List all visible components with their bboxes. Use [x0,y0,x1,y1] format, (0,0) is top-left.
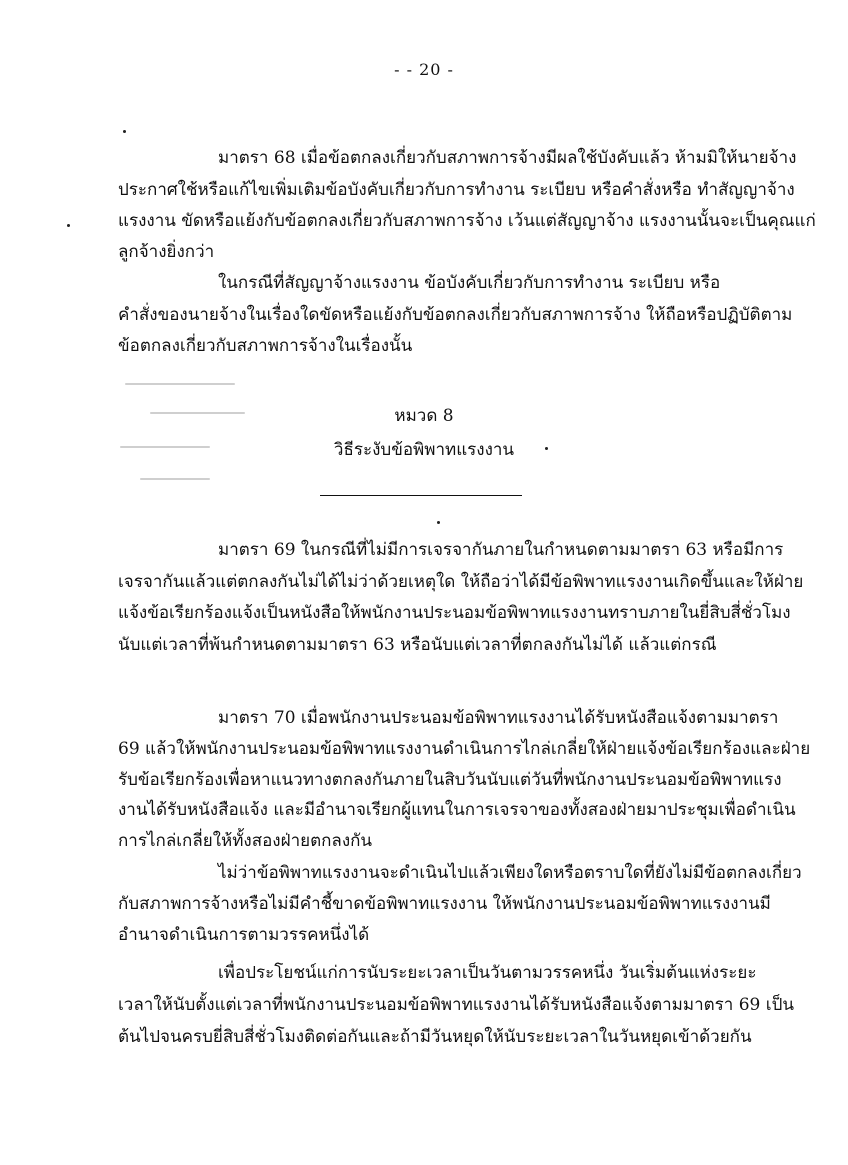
scan-smudge [140,478,210,480]
section-69-line-2: เจรจากันแล้วแต่ตกลงกันไม่ได้ไม่ว่าด้วยเหตุใด ให้ถือว่าได้มีข้อพิพาทแรงงานเกิดขึ้นและให้ฝ่าย [118,572,804,592]
scan-speck [67,224,70,227]
section-69-line-3: แจ้งข้อเรียกร้องแจ้งเป็นหนังสือให้พนักงานประนอมข้อพิพาทแรงงานทราบภายในยี่สิบสี่ชั่วโมง [118,603,791,623]
scan-speck [437,521,440,524]
section-68-line-1: มาตรา 68 เมื่อข้อตกลงเกี่ยวกับสภาพการจ้างมีผลใช้บังคับแล้ว ห้ามมิให้นายจ้าง [218,148,797,168]
scan-smudge [150,412,245,414]
chapter-divider [320,495,522,496]
chapter-title: วิธีระงับข้อพิพาทแรงงาน [333,440,515,460]
section-68-line-3: แรงงาน ขัดหรือแย้งกับข้อตกลงเกี่ยวกับสภาพการจ้าง เว้นแต่สัญญาจ้าง แรงงานนั้นจะเป็นคุณแก่ [118,211,816,231]
section-70-line-5: การไกล่เกลี่ยให้ทั้งสองฝ่ายตกลงกัน [118,831,373,851]
section-70-para3-line-1: เพื่อประโยชน์แก่การนับระยะเวลาเป็นวันตามวรรคหนึ่ง วันเริ่มต้นแห่งระยะ [218,963,757,983]
section-70-para3-line-2: เวลาให้นับตั้งแต่เวลาที่พนักงานประนอมข้อพิพาทแรงงานได้รับหนังสือแจ้งตามมาตรา 69 เป็น [118,995,794,1015]
section-68-line-4: ลูกจ้างยิ่งกว่า [118,242,215,262]
section-70-para2-line-3: อำนาจดำเนินการตามวรรคหนึ่งได้ [118,925,370,945]
section-69-line-1: มาตรา 69 ในกรณีที่ไม่มีการเจรจากันภายในกำหนดตามมาตรา 63 หรือมีการ [218,540,784,560]
chapter-number: หมวด 8 [394,406,454,426]
section-68-para2-line-2: คำสั่งของนายจ้างในเรื่องใดขัดหรือแย้งกับข้อตกลงเกี่ยวกับสภาพการจ้าง ให้ถือหรือปฏิบัติตาม [118,305,793,325]
section-70-para2-line-2: กับสภาพการจ้างหรือไม่มีคำชี้ขาดข้อพิพาทแรงงาน ให้พนักงานประนอมข้อพิพาทแรงงานมี [118,894,771,914]
scan-speck [123,130,126,133]
scan-smudge [120,446,210,448]
section-68-line-2: ประกาศใช้หรือแก้ไขเพิ่มเติมข้อบังคับเกี่ยวกับการทำงาน ระเบียบ หรือคำสั่งหรือ ทำสัญญาจ้าง [118,180,795,200]
section-70-line-2: 69 แล้วให้พนักงานประนอมข้อพิพาทแรงงานดำเนินการไกล่เกลี่ยให้ฝ่ายแจ้งข้อเรียกร้องและฝ่าย [118,739,811,759]
section-69-line-4: นับแต่เวลาที่พ้นกำหนดตามมาตรา 63 หรือนับแต่เวลาที่ตกลงกันไม่ได้ แล้วแต่กรณี [118,635,717,655]
section-70-line-3: รับข้อเรียกร้องเพื่อหาแนวทางตกลงกันภายในสิบวันนับแต่วันที่พนักงานประนอมข้อพิพาทแรง [118,770,782,790]
section-70-para2-line-1: ไม่ว่าข้อพิพาทแรงงานจะดำเนินไปแล้วเพียงใดหรือตราบใดที่ยังไม่มีข้อตกลงเกี่ยว [218,863,802,883]
scan-speck [545,447,548,450]
scan-smudge [125,383,235,385]
section-68-para2-line-1: ในกรณีที่สัญญาจ้างแรงงาน ข้อบังคับเกี่ยวกับการทำงาน ระเบียบ หรือ [218,273,721,293]
section-70-para3-line-3: ต้นไปจนครบยี่สิบสี่ชั่วโมงติดต่อกันและถ้ามีวันหยุดให้นับระยะเวลาในวันหยุดเข้าด้วยกัน [118,1027,752,1047]
page-number: - - 20 - [394,60,454,79]
section-68-para2-line-3: ข้อตกลงเกี่ยวกับสภาพการจ้างในเรื่องนั้น [118,336,413,356]
section-70-line-4: งานได้รับหนังสือแจ้ง และมีอำนาจเรียกผู้แทนในการเจรจาของทั้งสองฝ่ายมาประชุมเพื่อดำเนิน [118,800,796,820]
section-70-line-1: มาตรา 70 เมื่อพนักงานประนอมข้อพิพาทแรงงานได้รับหนังสือแจ้งตามมาตรา [218,708,779,728]
